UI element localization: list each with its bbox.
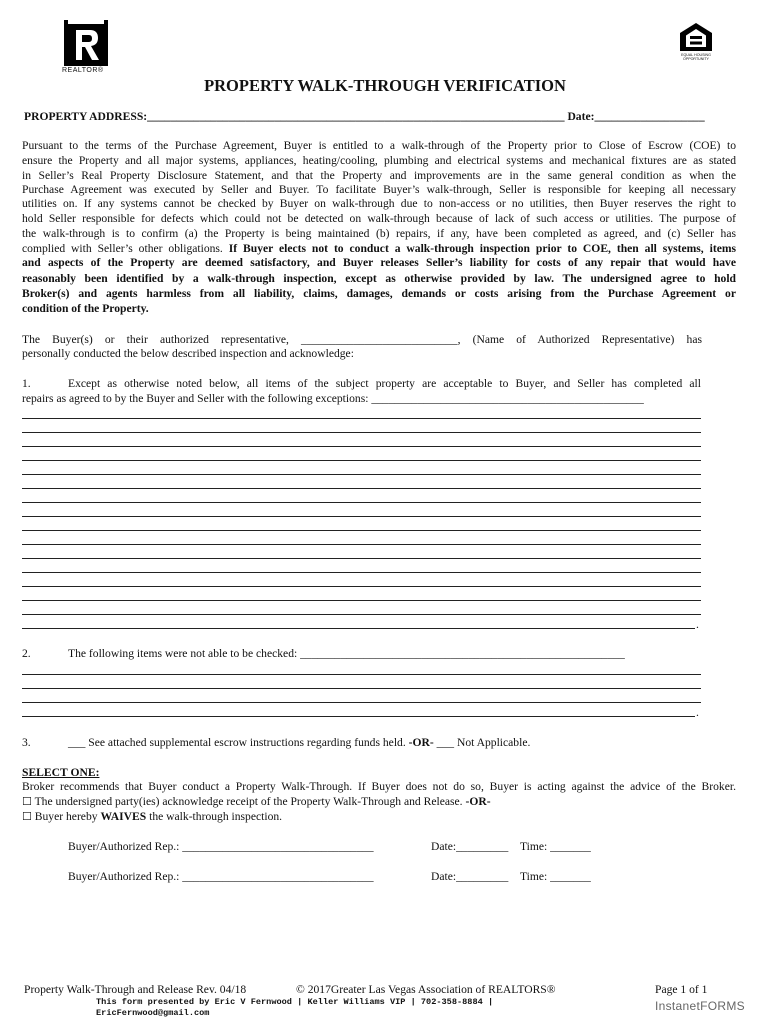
exception-line[interactable] (22, 614, 701, 615)
item-2-number: 2. (22, 647, 31, 660)
exception-line[interactable] (22, 572, 701, 573)
unchecked-line[interactable] (22, 688, 701, 689)
exception-line[interactable] (22, 586, 701, 587)
waive-text: Buyer hereby (31, 810, 101, 823)
intro-line: utilities on. If any systems cannot be checked by Buyer on walk-through due to non-access or no utilities, then Buyer reserves the right to (22, 197, 736, 210)
or-label: -OR- (465, 795, 491, 808)
period-mark: . (696, 706, 699, 719)
intro-line-mixed (22, 242, 736, 257)
exception-line[interactable] (22, 432, 701, 433)
equal-housing-icon (679, 22, 713, 52)
property-address-line[interactable]: PROPERTY ADDRESS:________________________________________________________________________ Date:___________________ (24, 110, 705, 123)
unchecked-line[interactable] (22, 716, 695, 717)
intro-bold-text: If Buyer elects not to conduct a walk-through inspection prior to COE, then all systems, items (228, 242, 737, 255)
exception-line[interactable] (22, 446, 701, 447)
instanet-logo: InstanetFORMS (655, 999, 745, 1013)
intro-line: Pursuant to the terms of the Purchase Agreement, Buyer is entitled to a walk-through of the Property prior to Close of Escrow (COE) to (22, 139, 736, 152)
date-field-1[interactable]: Date:_________ (431, 840, 509, 853)
exception-line[interactable] (22, 474, 701, 475)
time-field-1[interactable]: Time: _______ (520, 840, 591, 853)
intro-line: hold Seller responsible for defects which could not be detected on walk-through because of lack of such access or utilities. The purpose of (22, 212, 736, 225)
form-title: PROPERTY WALK-THROUGH VERIFICATION (204, 76, 566, 95)
release-clause-line: condition of the Property. (22, 302, 149, 315)
release-clause-line: and aspects of the Property are deemed satisfactory, and Buyer releases Seller’s liability for costs of any repair that would have (22, 256, 736, 269)
not-applicable-option: ___ Not Applicable. (433, 736, 531, 749)
exception-line[interactable] (22, 460, 701, 461)
exception-line[interactable] (22, 516, 701, 517)
signature-field-2[interactable]: Buyer/Authorized Rep.: _________________________________ (68, 870, 374, 883)
exception-line[interactable] (22, 600, 701, 601)
intro-line: Purchase Agreement was executed by Seller and Buyer. To facilitate Buyer’s walk-through, Seller is responsible for keeping all necessary (22, 183, 736, 196)
select-one-heading: SELECT ONE: (22, 766, 100, 779)
time-field-2[interactable]: Time: _______ (520, 870, 591, 883)
exception-line[interactable] (22, 488, 701, 489)
waive-text-tail: the walk-through inspection. (146, 810, 283, 823)
realtor-logo (60, 18, 110, 76)
intro-text: complied with Seller’s other obligations. (22, 242, 229, 255)
broker-recommendation: Broker recommends that Buyer conduct a Property Walk-Through. If Buyer does not do so, Buyer is acting against the advice of the Broker. (22, 780, 736, 793)
item-3-text[interactable] (68, 736, 530, 751)
checkbox-icon[interactable]: ☐ (22, 810, 32, 823)
presented-by-email: EricFernwood@gmail.com (96, 1008, 210, 1018)
item-1-text: Except as otherwise noted below, all items of the subject property are acceptable to Buyer, and Seller has completed all (68, 377, 701, 390)
release-clause-line: Broker(s) and agents harmless from all liability, claims, damages, demands or costs arising from the Purchase Agreement or (22, 287, 736, 300)
equal-housing-caption: EQUAL HOUSING OPPORTUNITY (681, 53, 711, 61)
realtor-caption: REALTOR® (62, 67, 104, 74)
item-3-number: 3. (22, 736, 31, 749)
exception-line[interactable] (22, 544, 701, 545)
acknowledge-option[interactable] (22, 795, 491, 810)
intro-line: ensure the Property and all major systems, appliances, heating/cooling, plumbing and electrical systems and mechanical fixtures are as stated (22, 154, 736, 167)
exception-line[interactable] (22, 558, 701, 559)
period-mark: . (696, 618, 699, 631)
equal-housing-logo (676, 20, 716, 68)
checkbox-icon[interactable]: ☐ (22, 795, 32, 808)
exception-line[interactable] (22, 418, 701, 419)
signature-field-1[interactable]: Buyer/Authorized Rep.: _________________________________ (68, 840, 374, 853)
date-field-2[interactable]: Date:_________ (431, 870, 509, 883)
exception-line[interactable] (22, 628, 695, 629)
item-1-number: 1. (22, 377, 31, 390)
escrow-option: ___ See attached supplemental escrow instructions regarding funds held. (68, 736, 409, 749)
footer-form-name: Property Walk-Through and Release Rev. 04/18 (24, 983, 247, 996)
unchecked-line[interactable] (22, 702, 701, 703)
footer-page-number: Page 1 of 1 (655, 983, 708, 996)
exception-line[interactable] (22, 502, 701, 503)
presented-by-line: This form presented by Eric V Fernwood | Keller Williams VIP | 702-358-8884 | (96, 997, 494, 1007)
release-clause-line: reasonably been identified by a walk-through inspection, except as otherwise provided by law. The undersigned agree to hold (22, 272, 736, 285)
intro-line: in Seller’s Real Property Disclosure Statement, and that the Property and improvements are in the same general condition as when the (22, 169, 736, 182)
exception-line[interactable] (22, 530, 701, 531)
realtor-r-icon (62, 18, 112, 68)
or-label: -OR- (408, 736, 434, 749)
waive-option[interactable] (22, 810, 282, 825)
waives-label: WAIVES (100, 810, 147, 823)
item-2-text[interactable]: The following items were not able to be checked: ________________________________________________________ (68, 647, 625, 660)
representative-line[interactable]: The Buyer(s) or their authorized representative, ___________________________, (Name of Authorized Representative) has (22, 333, 702, 346)
footer-copyright: © 2017Greater Las Vegas Association of REALTORS® (296, 983, 556, 996)
item-1-text-2[interactable]: repairs as agreed to by the Buyer and Seller with the following exceptions: _______________________________________________ (22, 392, 644, 405)
acknowledge-text: The undersigned party(ies) acknowledge receipt of the Property Walk-Through and Release. (31, 795, 466, 808)
unchecked-line[interactable] (22, 674, 701, 675)
representative-line-2: personally conducted the below described inspection and acknowledge: (22, 347, 354, 360)
intro-line: the walk-through is to confirm (a) the Property is being maintained (b) repairs, if any, have been completed as agreed, and (c) Seller has (22, 227, 736, 240)
